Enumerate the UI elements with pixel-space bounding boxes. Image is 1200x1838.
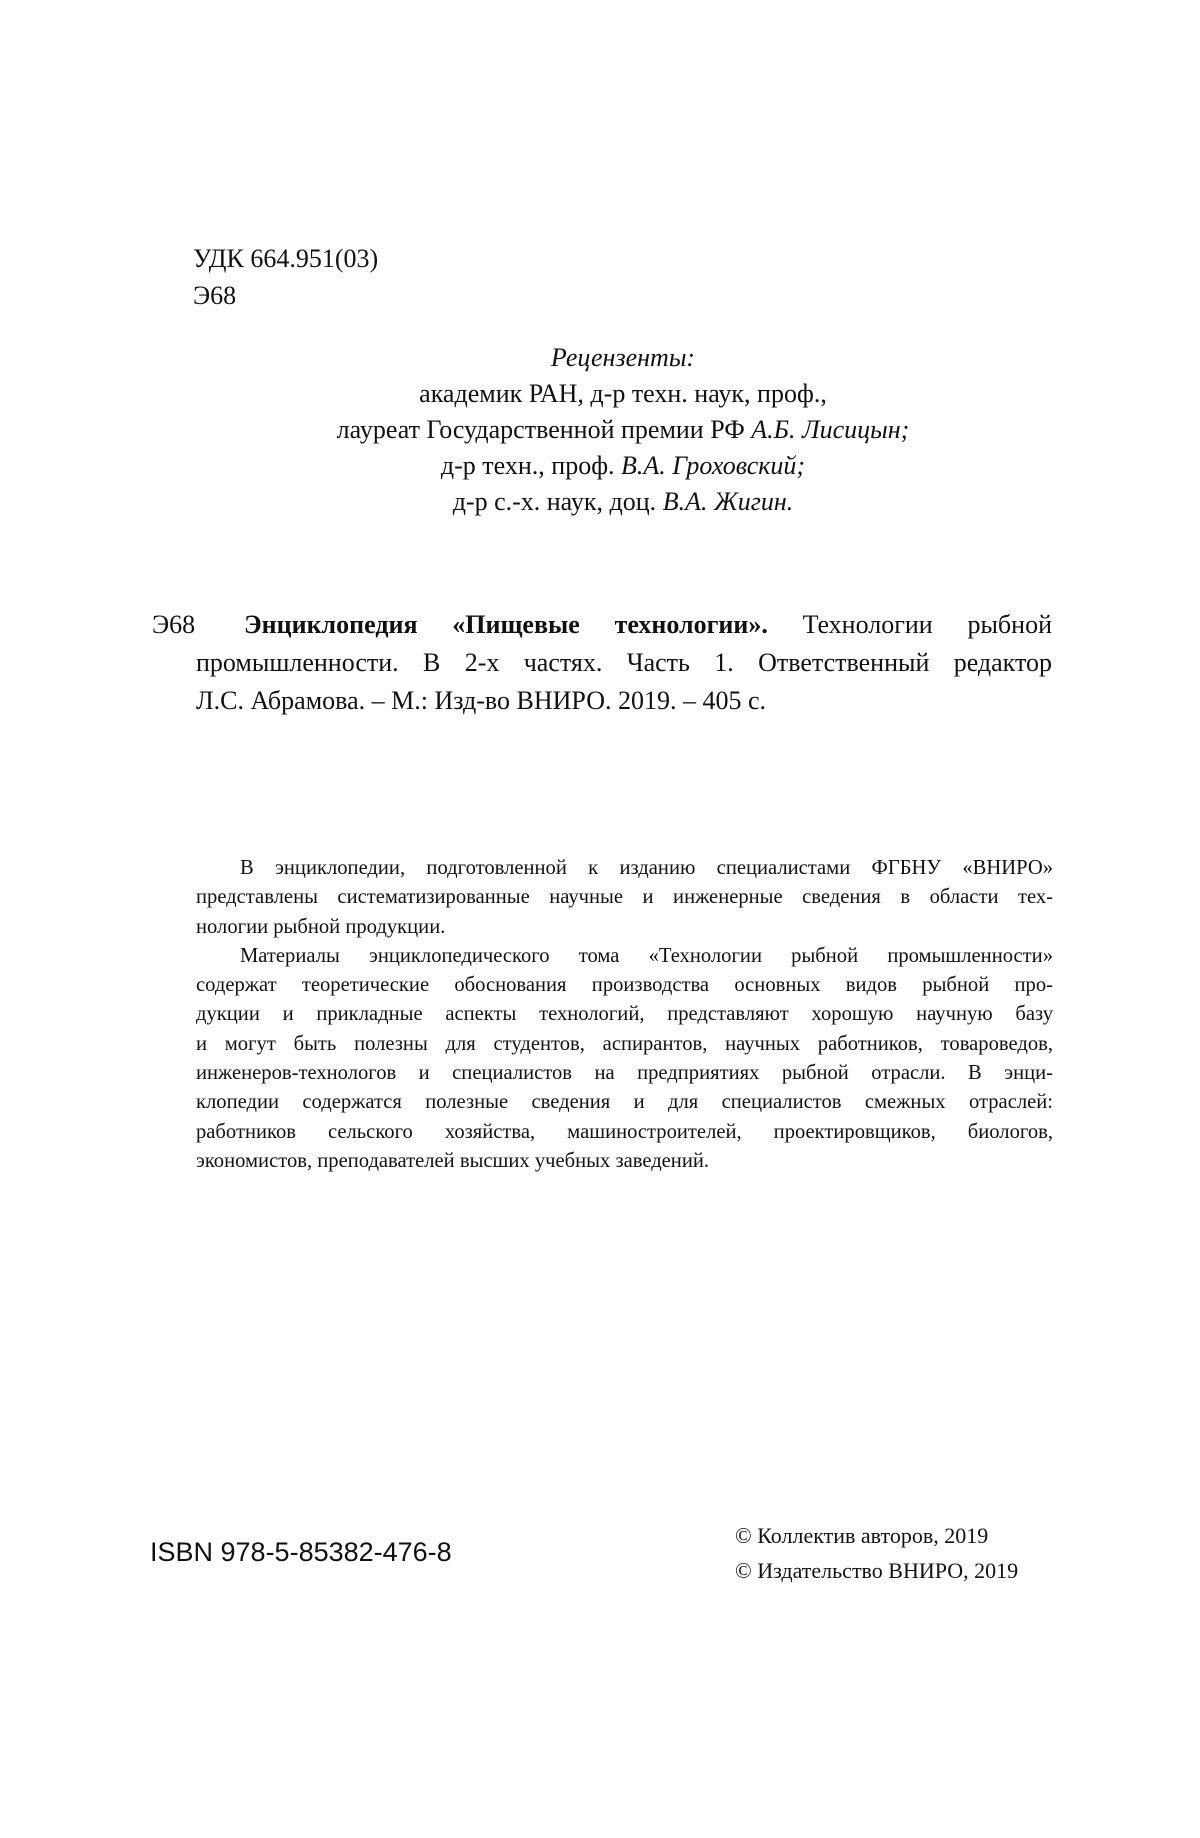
annotation-p2-line: экономистов, преподавателей высших учебных заведений. bbox=[196, 1149, 710, 1172]
reviewer-3-name: В.А. Жигин. bbox=[662, 487, 794, 516]
annotation bbox=[196, 854, 1053, 1176]
annotation-p2-line: клопедии содержатся полезные сведения и для специалистов смежных отраслей: bbox=[196, 1091, 1053, 1114]
copyright-block bbox=[735, 1518, 1018, 1588]
biblio-title: Энциклопедия «Пищевые технологии». bbox=[244, 610, 768, 639]
reviewer-1-name: А.Б. Лисицын; bbox=[751, 415, 910, 444]
reviewer-2 bbox=[193, 448, 1053, 484]
annotation-p2-line: Материалы энциклопедического тома «Технологии рыбной промышленности» bbox=[240, 944, 1053, 967]
annotation-p1-line: представлены систематизированные научные и инженерные сведения в области тех- bbox=[196, 886, 1053, 909]
reviewer-3 bbox=[193, 484, 1053, 520]
biblio-code: Э68 bbox=[152, 610, 196, 639]
reviewer-3-title: д-р с.-х. наук, доц. bbox=[452, 487, 663, 516]
copyright-authors: © Коллектив авторов, 2019 bbox=[735, 1523, 989, 1548]
isbn: ISBN 978-5-85382-476-8 bbox=[150, 1537, 452, 1567]
reviewers-heading: Рецензенты: bbox=[550, 343, 696, 372]
reviewers-block bbox=[193, 340, 1053, 520]
bibliographic-record bbox=[152, 606, 1052, 720]
copyright-publisher: © Издательство ВНИРО, 2019 bbox=[735, 1558, 1019, 1583]
reviewer-2-title: д-р техн., проф. bbox=[440, 451, 622, 480]
annotation-p2-line: работников сельского хозяйства, машиностроителей, проектировщиков, биологов, bbox=[196, 1120, 1053, 1143]
author-mark: Э68 bbox=[193, 281, 237, 310]
biblio-line-1-rest: Технологии рыбной bbox=[767, 610, 1052, 639]
biblio-line-2: промышленности. В 2-х частях. Часть 1. Ответственный редактор bbox=[196, 648, 1052, 677]
biblio-line-1 bbox=[152, 606, 1052, 644]
annotation-p2-line: инженеров-технологов и специалистов на предприятиях рыбной отрасли. В энци- bbox=[196, 1062, 1053, 1085]
annotation-p2-line: и могут быть полезны для студентов, аспирантов, научных работников, товароведов, bbox=[196, 1032, 1053, 1055]
reviewer-1-line-1: академик РАН, д-р техн. наук, проф., bbox=[419, 379, 827, 408]
annotation-p1-line: В энциклопедии, подготовленной к изданию специалистами ФГБНУ «ВНИРО» bbox=[240, 857, 1053, 879]
reviewer-2-name: В.А. Гроховский; bbox=[621, 451, 806, 480]
reviewer-1-line-2 bbox=[193, 412, 1053, 448]
biblio-line-3: Л.С. Абрамова. – М.: Изд-во ВНИРО. 2019. – 405 с. bbox=[196, 686, 767, 715]
udk-block bbox=[193, 240, 378, 314]
udk-code: УДК 664.951(03) bbox=[193, 244, 379, 273]
annotation-p2-line: содержат теоретические обоснования производства основных видов рыбной про- bbox=[196, 974, 1053, 997]
reviewer-1-title: лауреат Государственной премии РФ bbox=[336, 415, 752, 444]
annotation-p1-line: нологии рыбной продукции. bbox=[196, 915, 446, 938]
annotation-p2-line: дукции и прикладные аспекты технологий, представляют хорошую научную базу bbox=[196, 1003, 1053, 1026]
